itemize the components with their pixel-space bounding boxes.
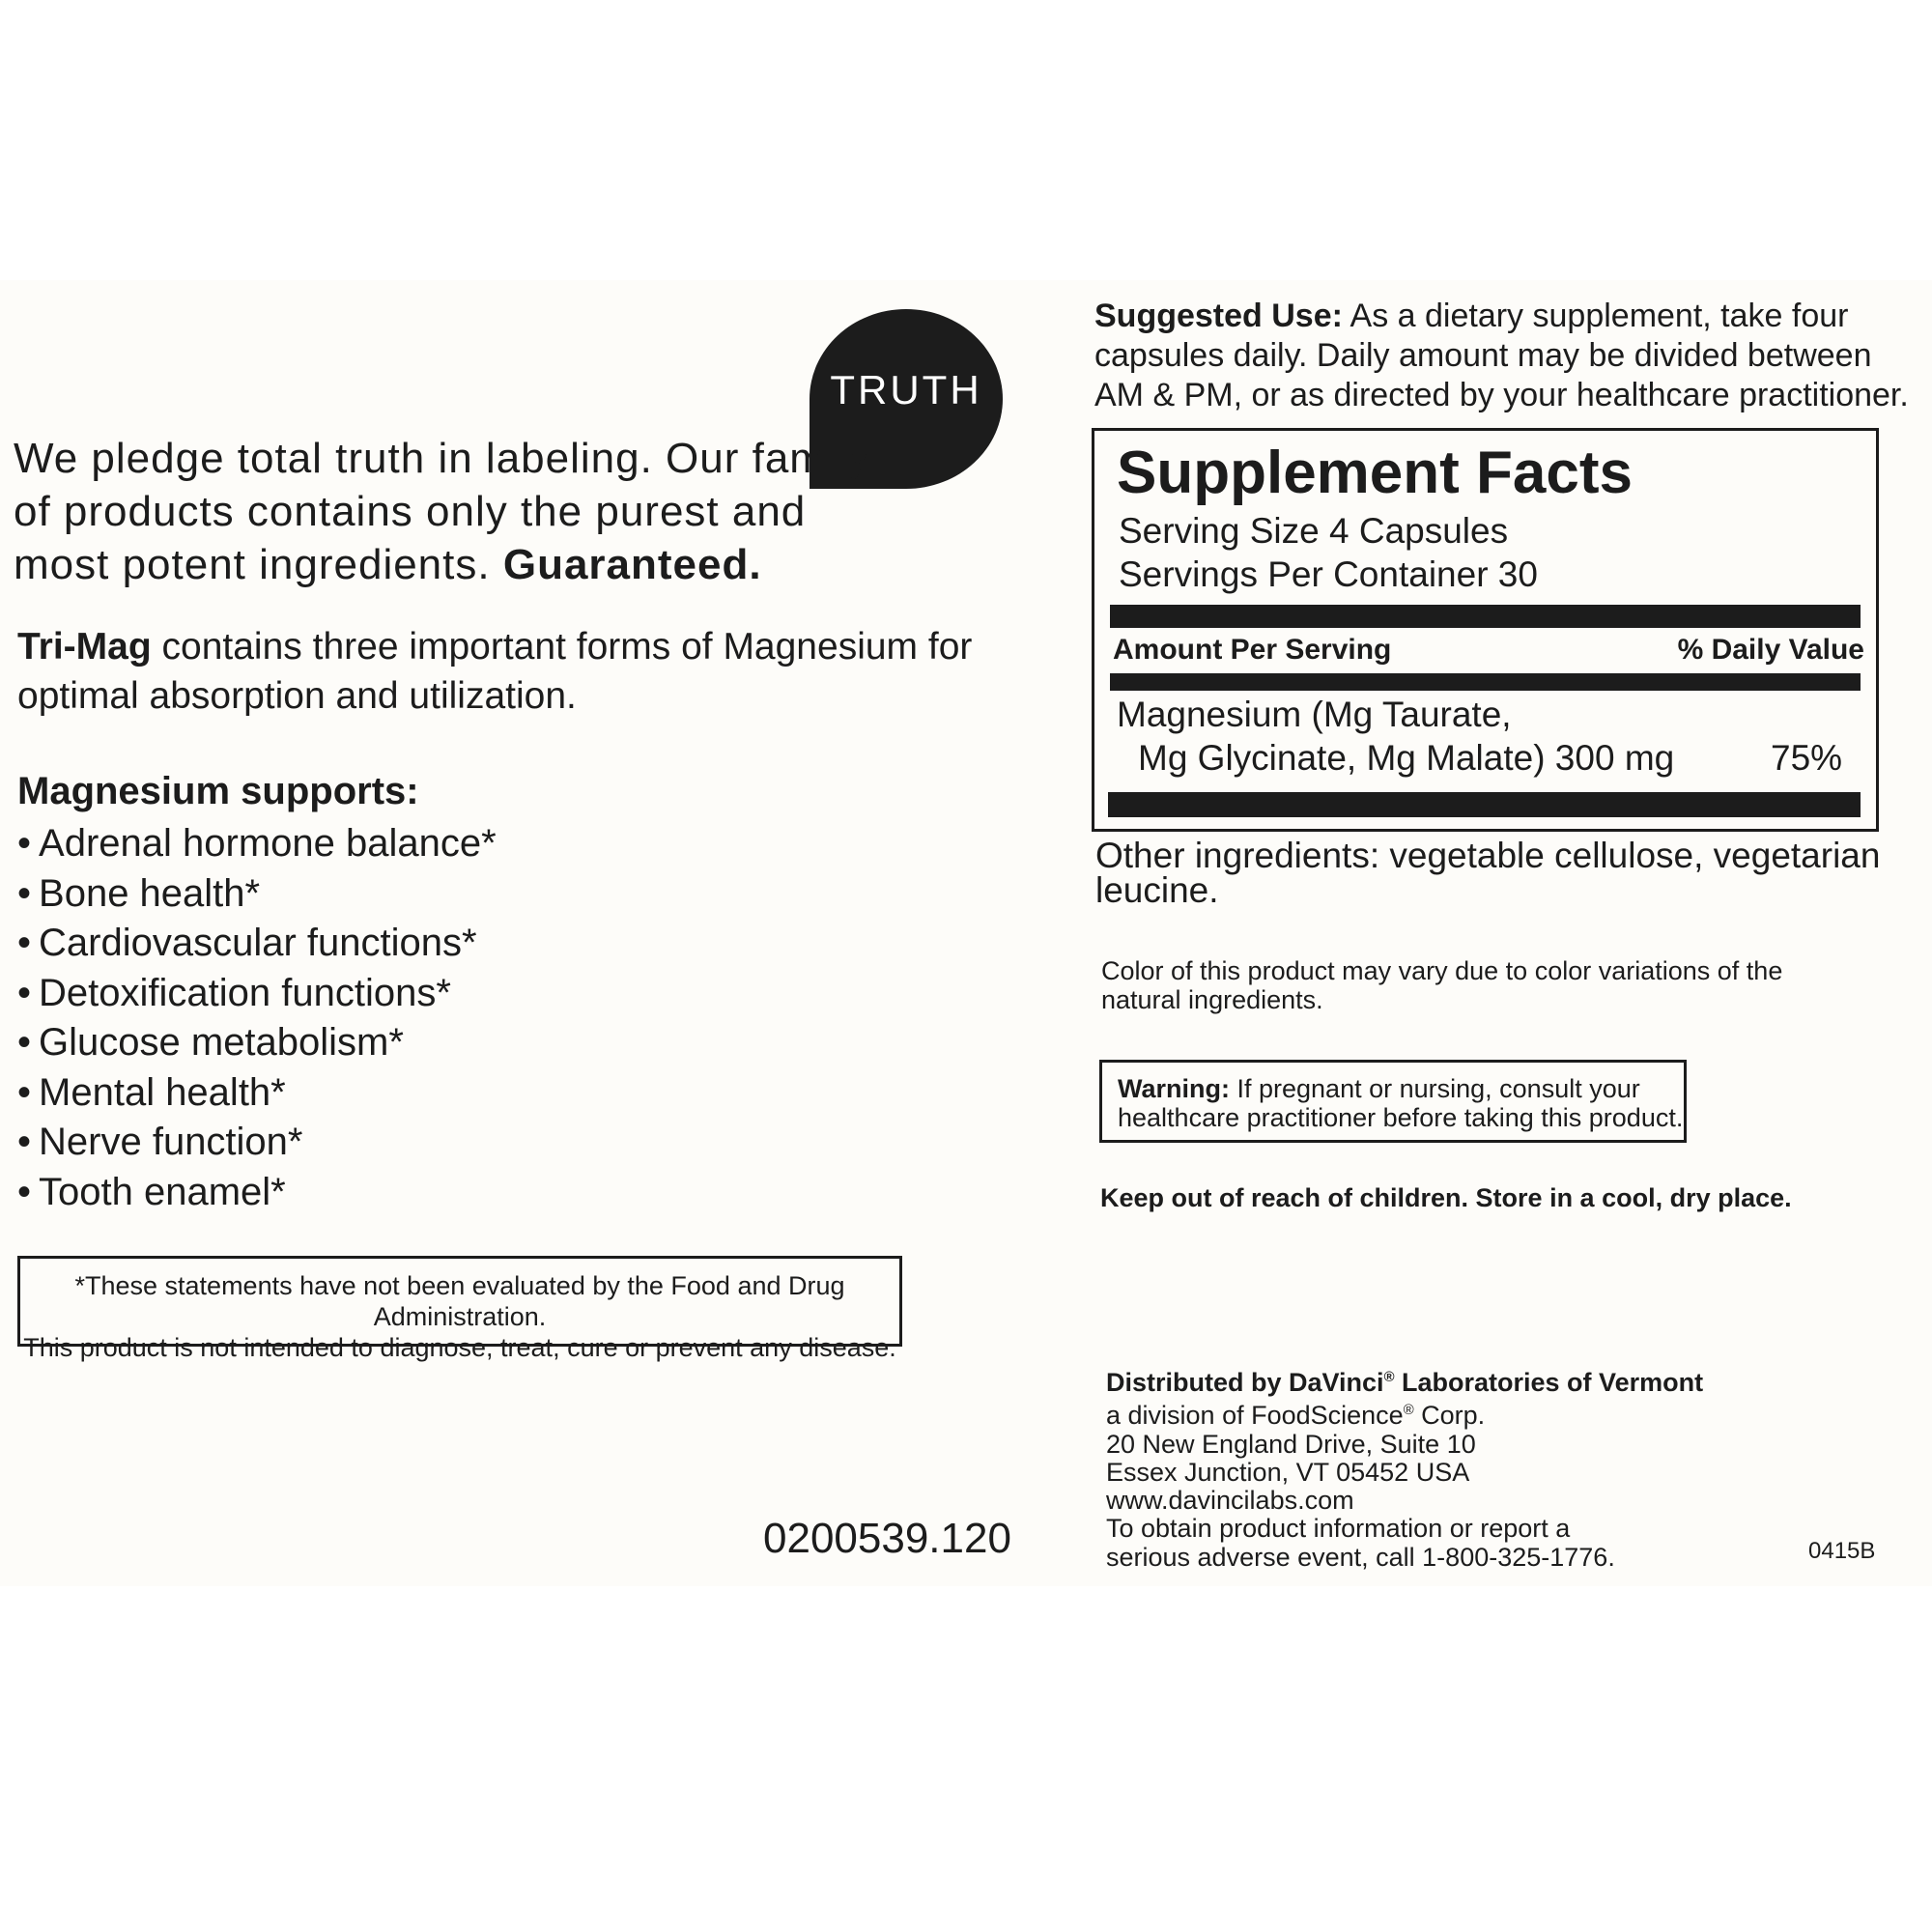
pledge-emphasis: Guaranteed. <box>502 541 762 588</box>
supports-list <box>17 819 497 1217</box>
distributor-lab: Laboratories of Vermont <box>1402 1368 1704 1397</box>
warning-line-1: If pregnant or nursing, consult your <box>1236 1074 1640 1103</box>
fda-disclaimer-box <box>17 1256 902 1362</box>
warning-label: Warning: <box>1118 1074 1230 1103</box>
division-name: a division of FoodScience <box>1106 1401 1404 1431</box>
nutrient-daily-value: 75% <box>1771 738 1843 778</box>
suggested-use-text: As a dietary supplement, take four capsules daily. Daily amount may be divided between AM & PM, or as directed by your healthcare practitioner. <box>1094 298 1909 413</box>
thick-rule-bottom <box>1108 792 1861 817</box>
list-item: • Glucose metabolism* <box>17 1018 497 1068</box>
list-item: • Detoxification functions* <box>17 969 497 1019</box>
distributor-line-1 <box>1106 1364 1703 1397</box>
disclaimer-line-1: *These statements have not been evaluated by the Food and Drug Administration. <box>74 1271 845 1331</box>
supports-heading: Magnesium supports: <box>17 770 419 812</box>
suggested-use-label: Suggested Use: <box>1094 298 1343 334</box>
warning-line-2: healthcare practitioner before taking this product. <box>1118 1103 1684 1132</box>
warning-box <box>1099 1060 1687 1143</box>
registered-mark: ® <box>1383 1370 1395 1385</box>
daily-value-header: % Daily Value <box>1677 634 1864 666</box>
list-item: • Cardiovascular functions* <box>17 919 497 969</box>
product-intro-text: contains three important forms of Magnesium for optimal absorption and utilization. <box>17 626 973 717</box>
nutrient-name-line-2: Mg Glycinate, Mg Malate) 300 mg <box>1138 738 1675 778</box>
thick-rule-top <box>1110 605 1861 628</box>
website: www.davincilabs.com <box>1106 1486 1354 1516</box>
serving-size: Serving Size 4 Capsules <box>1119 511 1509 551</box>
product-name: Tri-Mag <box>17 626 152 668</box>
disclaimer-line-2: This product is not intended to diagnose, treat, cure or prevent any disease. <box>23 1333 896 1362</box>
product-intro <box>17 622 1090 721</box>
list-item: • Mental health* <box>17 1068 497 1119</box>
amount-per-serving-header: Amount Per Serving <box>1113 634 1392 666</box>
address-line-2: Essex Junction, VT 05452 USA <box>1106 1457 1470 1487</box>
list-item: • Tooth enamel* <box>17 1168 497 1218</box>
truth-badge-text: TRUTH <box>830 367 982 412</box>
contact-line-2: serious adverse event, call 1-800-325-1776. <box>1106 1542 1615 1572</box>
storage-statement: Keep out of reach of children. Store in a cool, dry place. <box>1100 1183 1792 1212</box>
color-note: Color of this product may vary due to color variations of the natural ingredients. <box>1101 956 1783 1014</box>
servings-per-container: Servings Per Container 30 <box>1119 554 1538 594</box>
distributor-name: Distributed by DaVinci <box>1106 1368 1384 1397</box>
nutrient-name-line-1: Magnesium (Mg Taurate, <box>1117 695 1512 734</box>
registered-mark: ® <box>1403 1403 1414 1419</box>
distributor-line-2 <box>1106 1397 1703 1430</box>
suggested-use <box>1094 297 1920 415</box>
contact-line-1: To obtain product information or report a <box>1106 1514 1571 1544</box>
revision-code: 0415B <box>1808 1538 1876 1564</box>
supplement-facts-panel <box>1092 428 1879 832</box>
list-item: • Nerve function* <box>17 1118 497 1168</box>
address-line-1: 20 New England Drive, Suite 10 <box>1106 1429 1476 1459</box>
division-suffix: Corp. <box>1421 1401 1486 1431</box>
list-item: • Adrenal hormone balance* <box>17 819 497 869</box>
lot-number: 0200539.120 <box>763 1515 1011 1562</box>
supplement-facts-title: Supplement Facts <box>1117 440 1633 506</box>
pledge-text: We pledge total truth in labeling. Our family of products contains only the purest and most potent ingredients. <box>14 435 869 588</box>
list-item: • Bone health* <box>17 869 497 920</box>
pledge-statement <box>14 432 912 591</box>
other-ingredients: Other ingredients: vegetable cellulose, vegetarian leucine. <box>1095 836 1881 910</box>
distributor-info <box>1106 1364 1703 1572</box>
thick-rule-middle <box>1110 673 1861 691</box>
